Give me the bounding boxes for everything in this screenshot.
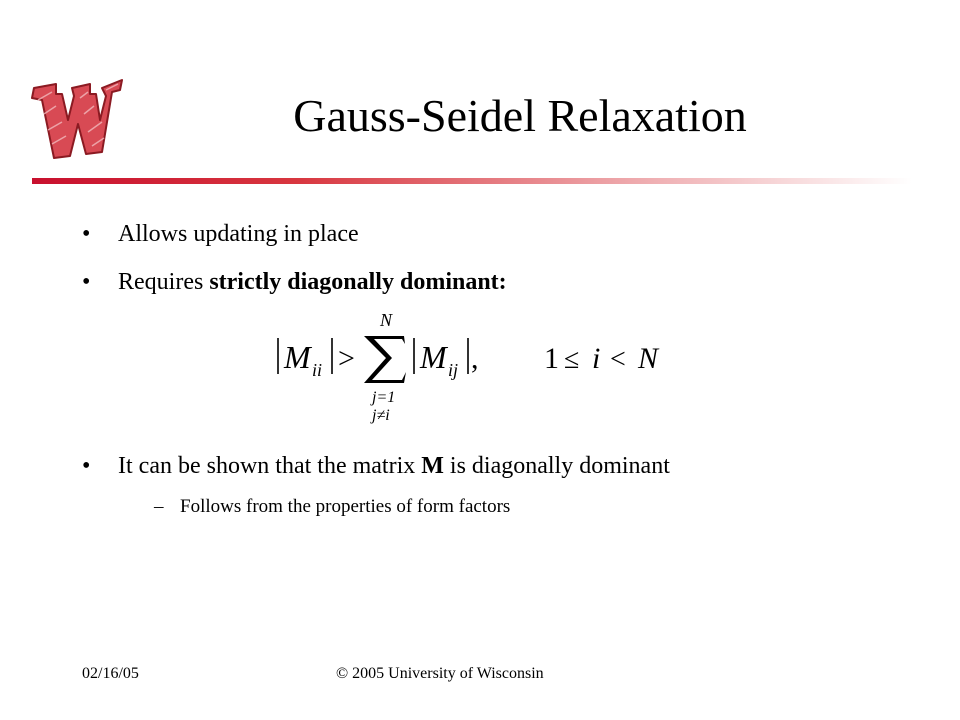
bullet-marker: • — [82, 221, 91, 247]
bullet-text: is diagonally dominant — [443, 453, 670, 479]
greater-than-symbol: > — [338, 342, 355, 375]
bullet-item — [82, 218, 359, 250]
title-divider — [32, 178, 912, 184]
bullet-text: Requires — [118, 269, 210, 295]
diagonal-dominance-formula — [268, 308, 688, 426]
bullet-item — [82, 266, 507, 298]
footer-copyright: © 2005 University of Wisconsin — [336, 665, 544, 682]
bullet-item — [82, 450, 670, 482]
footer-date: 02/16/05 — [82, 665, 139, 682]
wisconsin-w-logo-icon — [22, 70, 126, 170]
less-than-symbol: < — [610, 344, 626, 375]
sub-bullet-marker: – — [154, 496, 164, 517]
range-upper-bound: N — [638, 342, 659, 375]
sum-lower-limit: j=1 — [372, 389, 396, 406]
rhs-subscript: ij — [448, 360, 459, 380]
slide-title: Gauss-Seidel Relaxation — [293, 90, 747, 141]
summation-icon — [364, 336, 406, 383]
sub-bullet-text: Follows from the properties of form factors — [180, 496, 511, 517]
sum-upper-limit: N — [380, 310, 393, 330]
bullet-bold-text: strictly diagonally dominant: — [209, 269, 507, 295]
formula-comma: , — [471, 342, 479, 375]
rhs-variable: M — [420, 339, 447, 375]
lhs-subscript: ii — [312, 360, 323, 380]
less-equal-symbol: ≤ — [564, 344, 580, 375]
bullet-text: It can be shown that the matrix — [118, 453, 422, 479]
sum-lower-condition: j≠i — [372, 407, 390, 424]
sub-bullet-item — [154, 494, 510, 520]
index-variable: i — [592, 342, 601, 375]
bullet-marker: • — [82, 453, 91, 479]
bullet-bold-text: M — [421, 453, 444, 479]
lhs-variable: M — [284, 339, 311, 375]
bullet-marker: • — [82, 269, 91, 295]
range-lower-bound: 1 — [544, 342, 559, 375]
bullet-text: Allows updating in place — [118, 221, 359, 247]
